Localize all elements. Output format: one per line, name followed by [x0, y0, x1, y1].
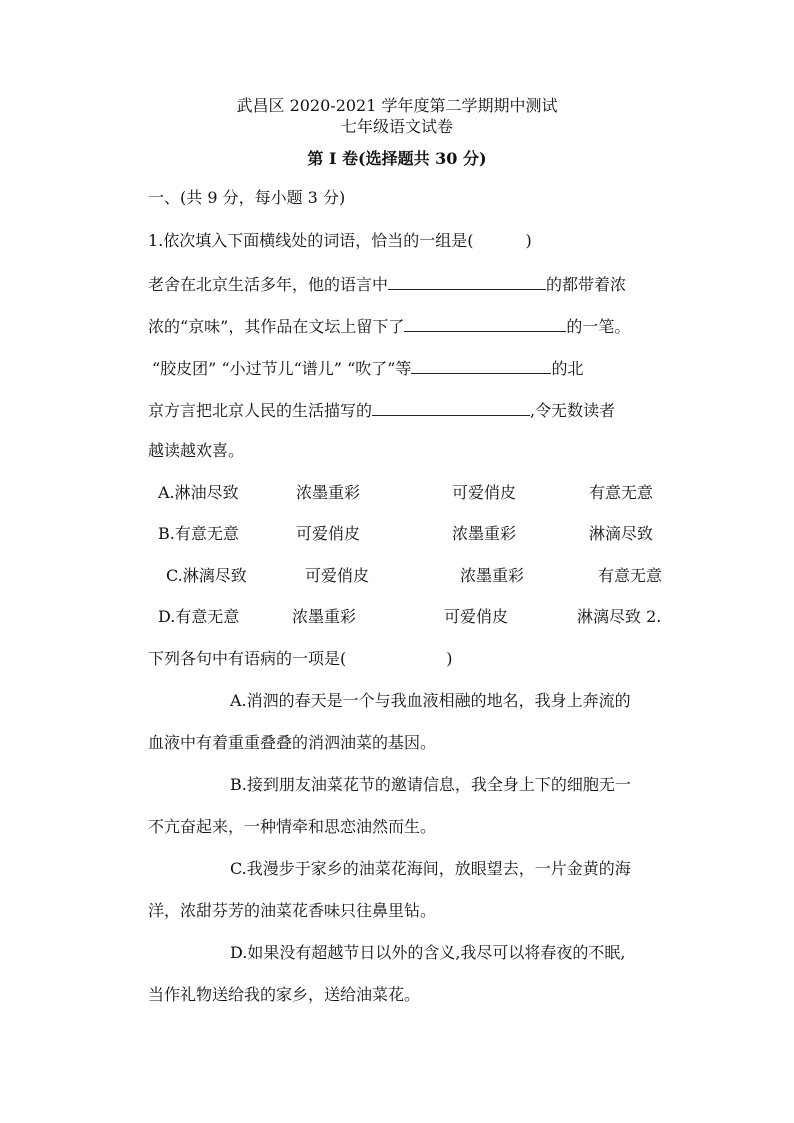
fill-blank [411, 357, 551, 374]
question-1-stem [148, 231, 532, 251]
passage-text: “胶皮团” “小过节儿“谱儿” “吹了”等 [152, 359, 412, 378]
exam-subtitle: 七年级语文试卷 [340, 117, 453, 136]
passage-text: 老舍在北京生活多年，他的语言中 [148, 275, 389, 294]
question-1-passage-line [148, 273, 626, 295]
passage-text: 的一笔。 [566, 317, 631, 336]
option-c-choice-3: 浓墨重彩 [460, 566, 525, 585]
fill-blank [388, 273, 546, 290]
passage-text: 的都带着浓 [546, 275, 627, 294]
fill-blank [404, 315, 566, 332]
exam-title: 武昌区 2020-2021 学年度第二学期期中测试 [236, 96, 558, 115]
option-a-choice-3: 可爱俏皮 [452, 483, 517, 502]
option-a-choice-4: 有意无意 [589, 483, 654, 502]
question-2-stem [148, 649, 453, 669]
fill-blank [372, 399, 530, 416]
passage-text: 京方言把北京人民的生活描写的 [148, 401, 373, 420]
question-2-option-b-line-2: 不亢奋起来，一种情牵和思恋油然而生。 [148, 817, 437, 836]
option-c-choice-4: 有意无意 [598, 566, 663, 585]
question-1-passage-line [148, 399, 615, 421]
question-1-passage-line [148, 315, 630, 337]
option-b-choice-3: 浓墨重彩 [452, 524, 517, 543]
question-2-option-c-line-1: C.我漫步于家乡的油菜花海间，放眼望去，一片金黄的海 [230, 859, 631, 878]
question-2-option-c-line-2: 洋，浓甜芬芳的油菜花香味只往鼻里钻。 [148, 901, 437, 920]
question-2-option-b-line-1: B.接到朋友油菜花节的邀请信息，我全身上下的细胞无一 [230, 775, 631, 794]
option-a-choice-2: 浓墨重彩 [296, 483, 361, 502]
question-2-stem-close: ) [446, 649, 453, 668]
passage-text: 的北 [551, 359, 584, 378]
option-d-choice-3: 可爱俏皮 [444, 607, 509, 626]
question-1-passage-line [152, 357, 583, 379]
option-c-label: C.淋漓尽致 [166, 566, 247, 585]
option-d-choice-4: 淋漓尽致 2. [577, 607, 662, 626]
question-1-stem-close: ) [525, 231, 532, 250]
option-b-choice-2: 可爱俏皮 [296, 524, 361, 543]
question-1-stem-text: 1.依次填入下面横线处的词语，恰当的一组是( [148, 231, 474, 250]
option-b-choice-4: 淋滴尽致 [589, 524, 654, 543]
passage-text: 浓的“京味”，其作品在文坛上留下了 [148, 317, 405, 336]
option-d-label: D.有意无意 [158, 607, 240, 626]
option-c-choice-2: 可爱俏皮 [305, 566, 370, 585]
option-b-label: B.有意无意 [158, 524, 239, 543]
question-2-option-a-line-2: 血液中有着重重叠叠的消泗油菜的基因。 [148, 733, 437, 752]
section-title: 第 I 卷(选择题共 30 分) [307, 149, 487, 168]
passage-text: ,令无数读者 [530, 401, 616, 420]
part-heading: 一、(共 9 分，每小题 3 分) [148, 188, 346, 207]
question-2-option-d-line-1: D.如果没有超越节日以外的含义,我尽可以将春夜的不眠, [230, 943, 626, 962]
question-2-stem-text: 下列各句中有语病的一项是( [148, 649, 347, 668]
question-2-option-d-line-2: 当作礼物送给我的家乡，送给油菜花。 [148, 985, 421, 1004]
option-a-label: A.淋油尽致 [158, 483, 239, 502]
question-2-option-a-line-1: A.消泗的春天是一个与我血液相融的地名，我身上奔流的 [230, 691, 631, 710]
question-1-passage-line: 越读越欢喜。 [148, 441, 245, 460]
option-d-choice-2: 浓墨重彩 [292, 607, 357, 626]
